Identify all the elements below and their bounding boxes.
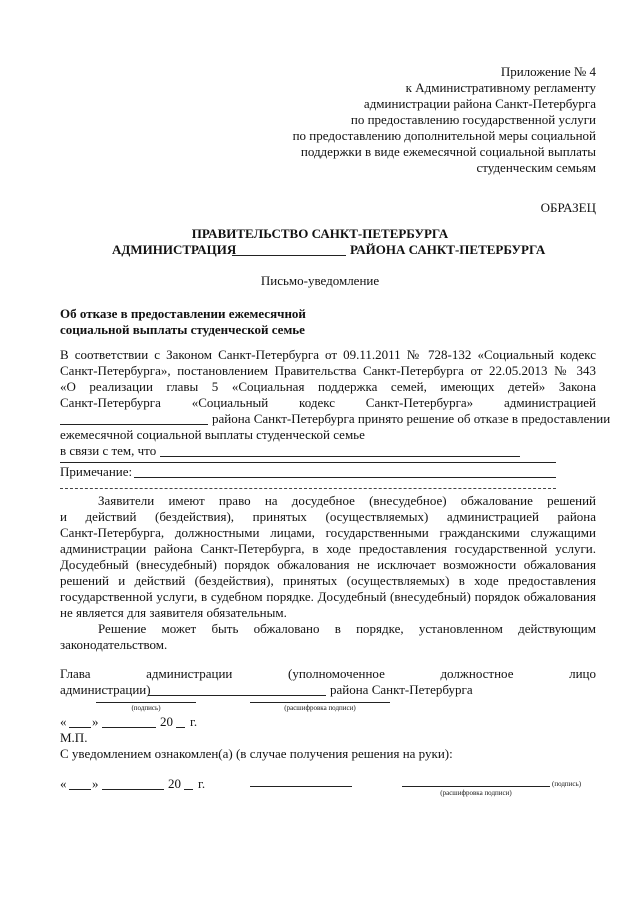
text-line: Санкт-Петербурга», постановлением Правительства Санкт-Петербурга от 22.05.2013 № 343 [60, 363, 596, 378]
text-line: ежемесячной социальной выплаты студенческой семье [60, 427, 365, 442]
date-quote-open: « [60, 776, 67, 791]
date-quote-open: « [60, 714, 67, 729]
appendix-line: поддержки в виде ежемесячной социальной выплаты [300, 144, 596, 159]
district-blank-line [148, 695, 326, 696]
appendix-line: по предоставлению государственной услуги [350, 112, 596, 127]
date-quote-close: » [92, 776, 99, 791]
text-line: района Санкт-Петербурга принято решение об отказе в предоставлении [212, 411, 611, 426]
note-blank-line [60, 488, 556, 489]
text-line: «О реализации главы 5 «Социальная поддержка семей, имеющих детей» Закона [60, 379, 596, 394]
text-line: Санкт-Петербурга, должностными лицами, государственными гражданскими служащими [60, 525, 596, 540]
year-blank-line [176, 727, 185, 728]
reason-label: в связи с тем, что [60, 443, 157, 458]
text-line: В соответствии с Законом Санкт-Петербурга от 09.11.2011 № 728-132 «Социальный кодекс [60, 347, 596, 362]
administration-label: АДМИНИСТРАЦИЯ [112, 242, 237, 257]
district-label: РАЙОНА САНКТ-ПЕТЕРБУРГА [350, 242, 546, 257]
note-label: Примечание: [60, 464, 133, 479]
year-blank-line [184, 789, 193, 790]
year-prefix: 20 [160, 714, 173, 729]
text-line: и действий (бездействия), принятых (осуществляемых) администрацией района [60, 509, 596, 524]
appendix-line: студенческим семьям [476, 160, 596, 175]
year-prefix: 20 [168, 776, 181, 791]
appendix-line: администрации района Санкт-Петербурга [363, 96, 596, 111]
year-suffix: г. [190, 714, 198, 729]
month-blank-line [102, 789, 164, 790]
recipient-signature-caption: (подпись) [552, 780, 582, 788]
signatory-title: района Санкт-Петербурга [330, 682, 473, 697]
date-quote-close: » [92, 714, 99, 729]
reason-blank-line [160, 456, 520, 457]
year-suffix: г. [198, 776, 206, 791]
sample-label: ОБРАЗЕЦ [540, 200, 596, 215]
recipient-decode-line [402, 786, 550, 787]
text-line: Заявители имеют право на досудебное (внесудебное) обжалование решений [98, 493, 596, 508]
text-line: администрации района Санкт-Петербурга, в ходе предоставления государственной услуги. [60, 541, 596, 556]
acquaintance-statement: С уведомлением ознакомлен(а) (в случае получения решения на руки): [60, 746, 453, 761]
district-blank-line [60, 424, 208, 425]
divider-line [60, 462, 556, 463]
text-line: Досудебный (внесудебный) порядок обжалования не исключает возможности обжалования [60, 557, 596, 572]
subject-line: социальной выплаты студенческой семье [60, 322, 305, 337]
appendix-line: к Административному регламенту [405, 80, 596, 95]
day-blank-line [69, 789, 91, 790]
subject-line: Об отказе в предоставлении ежемесячной [60, 306, 306, 321]
text-line: законодательством. [60, 637, 168, 652]
district-blank-line [232, 255, 346, 256]
text-line: Решение может быть обжаловано в порядке, установленном действующим [98, 621, 596, 636]
month-blank-line [102, 727, 156, 728]
signature-decode-caption: (расшифровка подписи) [284, 704, 356, 712]
document-type: Письмо-уведомление [260, 273, 380, 288]
signature-line [96, 702, 196, 703]
text-line: Санкт-Петербурга «Социальный кодекс Санкт-Петербурга» администрацией [60, 395, 596, 410]
seal-place: М.П. [60, 730, 88, 745]
signatory-title: Глава администрации (уполномоченное должностное лицо [60, 666, 596, 681]
recipient-signature-line [250, 786, 352, 787]
text-line: решений и действий (бездействия), принятых (осуществляемых) в ходе предоставления [60, 573, 596, 588]
note-blank-line [134, 477, 556, 478]
day-blank-line [69, 727, 91, 728]
signature-caption: (подпись) [131, 704, 161, 712]
appendix-line: по предоставлению дополнительной меры социальной [292, 128, 596, 143]
signature-decode-line [250, 702, 390, 703]
text-line: государственной услуги, в судебном порядке. Досудебный (внесудебный) порядок обжалования [60, 589, 596, 604]
signatory-title: администрации) [60, 682, 151, 697]
recipient-decode-caption: (расшифровка подписи) [440, 789, 512, 797]
government-title: ПРАВИТЕЛЬСТВО САНКТ-ПЕТЕРБУРГА [191, 226, 449, 241]
text-line: не является для заявителя обязательным. [60, 605, 287, 620]
appendix-number: Приложение № 4 [500, 64, 596, 79]
